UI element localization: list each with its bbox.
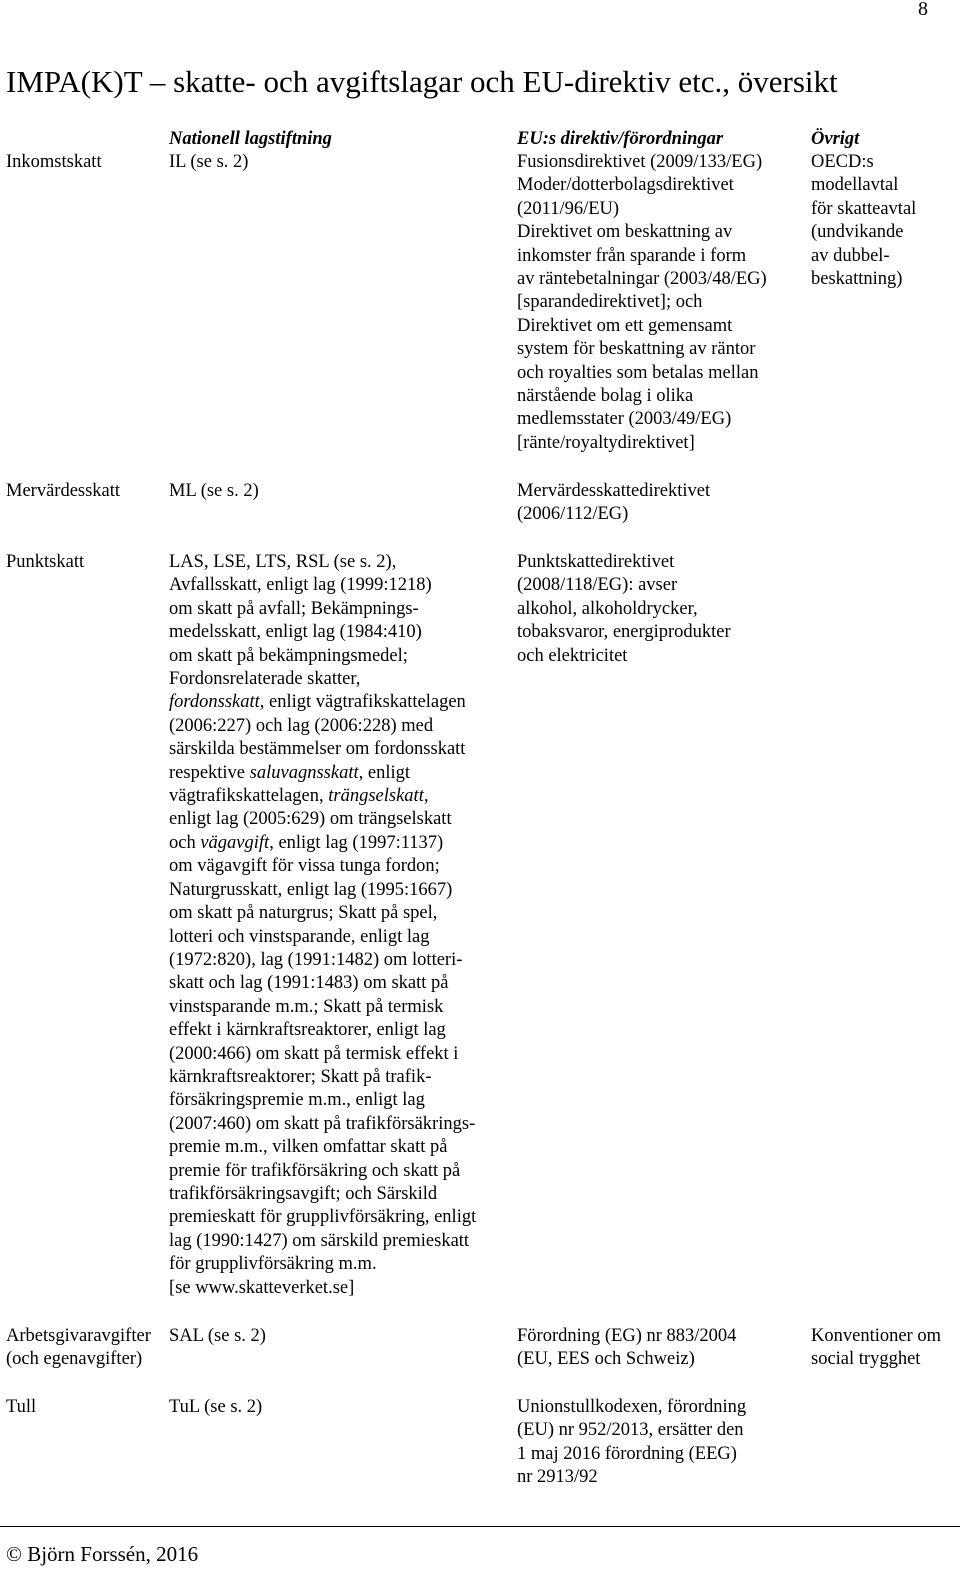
- footer-divider: [0, 1526, 960, 1527]
- italic-term: vägavgift: [200, 832, 270, 853]
- text-line: om skatt på naturgrus; Skatt på spel,: [169, 903, 438, 924]
- text-line: Fusionsdirektivet (2009/133/EG): [517, 152, 763, 172]
- row-customs-eu: [517, 1396, 809, 1490]
- text-line: Fordonsrelaterade skatter,: [169, 669, 361, 690]
- text-line: modellavtal: [811, 175, 899, 196]
- italic-term: saluvagnsskatt: [249, 762, 359, 783]
- header-other: Övrigt: [811, 129, 860, 149]
- text-line: Unionstullkodexen, förordning: [517, 1397, 747, 1417]
- text-line: lotteri och vinstsparande, enligt lag: [169, 926, 430, 947]
- text-line: skatt och lag (1991:1483) om skatt på: [169, 973, 449, 994]
- text-line: och vägavgift, enligt lag (1997:1137): [169, 832, 444, 853]
- text-line: SAL (se s. 2): [169, 1326, 266, 1346]
- text-line: lag (1990:1427) om särskild premieskatt: [169, 1230, 470, 1251]
- text-line: (2007:460) om skatt på trafikförsäkrings-: [169, 1113, 476, 1134]
- text-line: inkomster från sparande i form: [517, 245, 747, 266]
- text-line: Punktskatt: [6, 552, 85, 572]
- text-line: Moder/dotterbolagsdirektivet: [517, 175, 734, 196]
- text-line: premie m.m., vilken omfattar skatt på: [169, 1137, 448, 1158]
- header-national: Nationell lagstiftning: [169, 129, 332, 149]
- text-line: (2008/118/EG): avser: [517, 575, 678, 596]
- footer-copyright: © Björn Forssén, 2016: [6, 1542, 199, 1566]
- text-line: om vägavgift för vissa tunga fordon;: [169, 856, 440, 877]
- page-number: 8: [918, 0, 928, 20]
- text-line: (och egenavgifter): [6, 1349, 143, 1370]
- text-line: [ränte/royaltydirektivet]: [517, 432, 695, 453]
- text-line: effekt i kärnkraftsreaktorer, enligt lag: [169, 1020, 446, 1041]
- text-line: och elektricitet: [517, 645, 628, 666]
- italic-term: trängselskatt: [328, 786, 424, 807]
- text-line: (EU) nr 952/2013, ersätter den: [517, 1420, 744, 1441]
- text-line: Mervärdesskattedirektivet: [517, 481, 711, 501]
- text-line: medelsskatt, enligt lag (1984:410): [169, 622, 422, 643]
- text-line: försäkringspremie m.m., enligt lag: [169, 1090, 425, 1111]
- row-income-other: [811, 151, 960, 291]
- text-line: Direktivet om ett gemensamt: [517, 315, 733, 336]
- row-employer-other: [811, 1325, 960, 1372]
- text-line: för grupplivförsäkring m.m.: [169, 1254, 377, 1275]
- row-employer-eu: [517, 1325, 809, 1372]
- row-employer-national: [169, 1325, 509, 1348]
- header-eu: EU:s direktiv/förordningar: [517, 129, 724, 149]
- text-line: premieskatt för grupplivförsäkring, enligt: [169, 1207, 477, 1228]
- row-income-eu: [517, 151, 809, 455]
- text-line: (2000:466) om skatt på termisk effekt i: [169, 1043, 459, 1064]
- text-line: respektive saluvagnsskatt, enligt: [169, 762, 410, 783]
- text-line: (2006:227) och lag (2006:228) med: [169, 715, 434, 736]
- row-excise-national: [169, 551, 509, 1300]
- text-line: fordonsskatt, enligt vägtrafikskattelagen: [169, 692, 466, 713]
- text-line: (1972:820), lag (1991:1482) om lotteri-: [169, 949, 463, 970]
- text-line: särskilda bestämmelser om fordonsskatt: [169, 739, 466, 760]
- italic-term: fordonsskatt: [169, 692, 260, 713]
- text-line: kärnkraftsreaktorer; Skatt på trafik-: [169, 1066, 432, 1087]
- text-line: vinstsparande m.m.; Skatt på termisk: [169, 996, 444, 1017]
- text-line: tobaksvaror, energiprodukter: [517, 622, 731, 643]
- text-line: ML (se s. 2): [169, 481, 259, 501]
- row-excise-eu: [517, 551, 809, 668]
- text-line: närstående bolag i olika: [517, 386, 694, 407]
- text-line: Tull: [6, 1397, 37, 1417]
- text-line: premie för trafikförsäkring och skatt på: [169, 1160, 461, 1181]
- text-line: Direktivet om beskattning av: [517, 222, 733, 243]
- text-line: av dubbel-: [811, 245, 890, 266]
- text-line: social trygghet: [811, 1349, 921, 1370]
- text-line: OECD:s: [811, 152, 874, 172]
- text-line: beskattning): [811, 269, 903, 290]
- text-line: alkohol, alkoholdrycker,: [517, 598, 698, 619]
- text-line: vägtrafikskattelagen, trängselskatt,: [169, 786, 429, 807]
- text-line: Punktskattedirektivet: [517, 552, 675, 572]
- text-line: nr 2913/92: [517, 1467, 598, 1488]
- text-line: (2006/112/EG): [517, 504, 629, 525]
- text-line: medlemsstater (2003/49/EG): [517, 409, 732, 430]
- row-customs-label: [6, 1396, 166, 1419]
- text-line: IL (se s. 2): [169, 152, 249, 172]
- text-line: av räntebetalningar (2003/48/EG): [517, 269, 767, 290]
- row-customs-national: [169, 1396, 509, 1419]
- row-employer-label: [6, 1325, 166, 1372]
- text-line: Förordning (EG) nr 883/2004: [517, 1326, 737, 1346]
- text-line: LAS, LSE, LTS, RSL (se s. 2),: [169, 552, 397, 572]
- row-vat-label: [6, 480, 166, 503]
- text-line: och royalties som betalas mellan: [517, 362, 759, 383]
- text-line: TuL (se s. 2): [169, 1397, 263, 1417]
- page-title: IMPA(K)T – skatte- och avgiftslagar och EU-direktiv etc., översikt: [6, 64, 838, 99]
- text-line: Inkomstskatt: [6, 152, 102, 172]
- row-income-label: [6, 151, 166, 174]
- text-line: Konventioner om: [811, 1326, 941, 1346]
- text-line: [sparandedirektivet]; och: [517, 292, 703, 313]
- row-vat-national: [169, 480, 509, 503]
- text-line: (2011/96/EU): [517, 198, 620, 219]
- text-line: Avfallsskatt, enligt lag (1999:1218): [169, 575, 432, 596]
- text-line: [se www.skatteverket.se]: [169, 1277, 355, 1298]
- text-line: för skatteavtal: [811, 198, 917, 219]
- text-line: om skatt på avfall; Bekämpnings-: [169, 598, 419, 619]
- text-line: om skatt på bekämpningsmedel;: [169, 645, 408, 666]
- row-vat-eu: [517, 480, 809, 527]
- text-line: Naturgrusskatt, enligt lag (1995:1667): [169, 879, 453, 900]
- text-line: Mervärdesskatt: [6, 481, 121, 501]
- text-line: (EU, EES och Schweiz): [517, 1349, 695, 1370]
- text-line: system för beskattning av räntor: [517, 339, 756, 360]
- text-line: enligt lag (2005:629) om trängselskatt: [169, 809, 452, 830]
- text-line: (undvikande: [811, 222, 904, 243]
- text-line: Arbetsgivaravgifter: [6, 1326, 151, 1346]
- row-excise-label: [6, 551, 166, 574]
- text-line: trafikförsäkringsavgift; och Särskild: [169, 1183, 438, 1204]
- text-line: 1 maj 2016 förordning (EEG): [517, 1443, 737, 1464]
- row-income-national: [169, 151, 509, 174]
